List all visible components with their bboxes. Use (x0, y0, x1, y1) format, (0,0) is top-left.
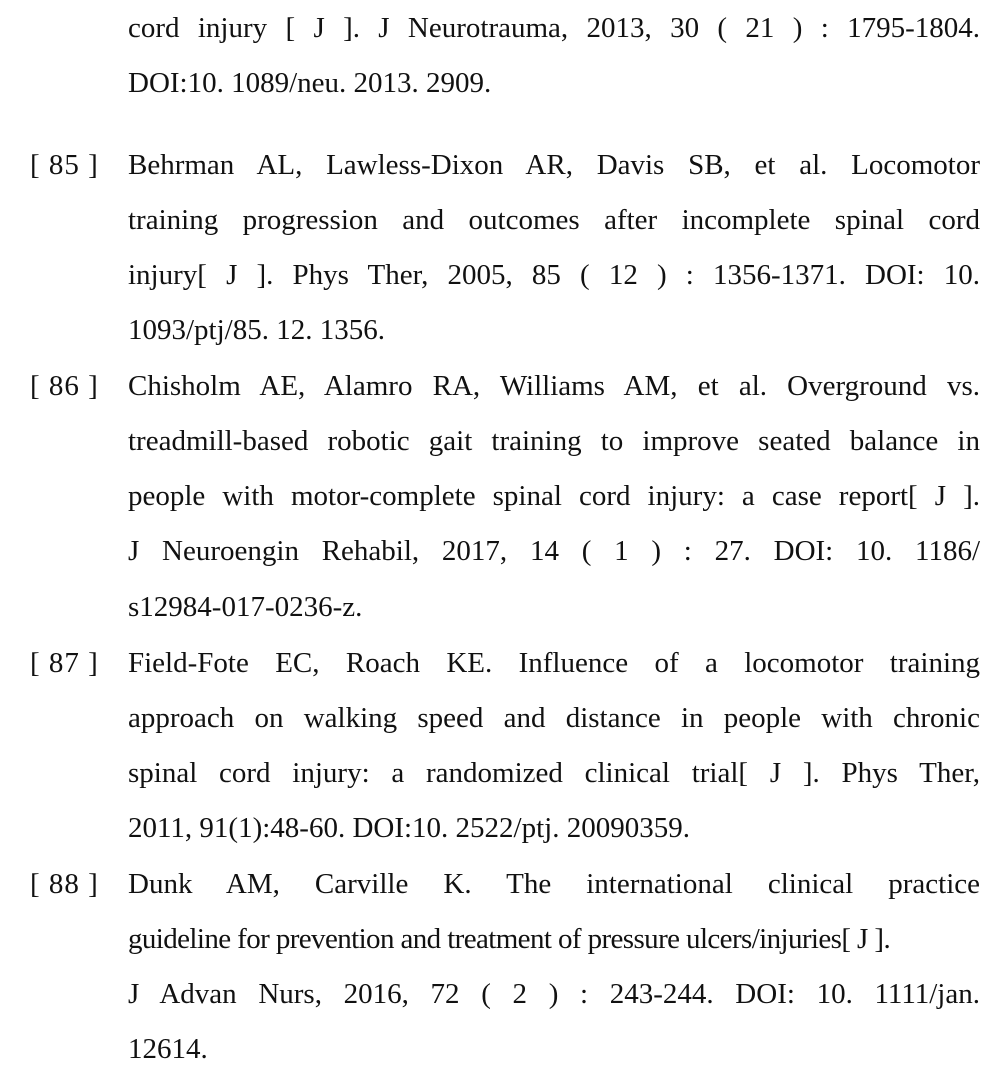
reference-line: Behrman AL, Lawless-Dixon AR, Davis SB, et al. Locomotor (128, 149, 980, 181)
reference-line: J Advan Nurs, 2016, 72 ( 2 ) : 243-244. DOI: 10. 1111/jan. (128, 978, 980, 1010)
reference-number: [ 86 ] (30, 370, 99, 402)
reference-line: approach on walking speed and distance in people with chronic (128, 702, 980, 734)
reference-line: Field-Fote EC, Roach KE. Influence of a locomotor training (128, 647, 980, 679)
reference-line: people with motor-complete spinal cord injury: a case report[ J ]. (128, 480, 980, 512)
reference-line: J Neuroengin Rehabil, 2017, 14 ( 1 ) : 27. DOI: 10. 1186/ (128, 535, 980, 567)
reference-line: 12614. (128, 1033, 208, 1065)
reference-number: [ 87 ] (30, 647, 99, 679)
reference-number: [ 88 ] (30, 868, 99, 900)
reference-line: 1093/ptj/85. 12. 1356. (128, 314, 385, 346)
reference-line: Chisholm AE, Alamro RA, Williams AM, et al. Overground vs. (128, 370, 980, 402)
reference-line: guideline for prevention and treatment of pressure ulcers/injuries[ J ]. (128, 923, 891, 955)
reference-line: training progression and outcomes after incomplete spinal cord (128, 204, 980, 236)
reference-line: Dunk AM, Carville K. The international clinical practice (128, 868, 980, 900)
reference-number: [ 85 ] (30, 149, 99, 181)
reference-line: treadmill-based robotic gait training to improve seated balance in (128, 425, 980, 457)
reference-line: injury[ J ]. Phys Ther, 2005, 85 ( 12 ) : 1356-1371. DOI: 10. (128, 259, 980, 291)
reference-line: cord injury [ J ]. J Neurotrauma, 2013, 30 ( 21 ) : 1795-1804. (128, 12, 980, 44)
reference-line: s12984-017-0236-z. (128, 591, 363, 623)
reference-line: spinal cord injury: a randomized clinical trial[ J ]. Phys Ther, (128, 757, 980, 789)
reference-line: 2011, 91(1):48-60. DOI:10. 2522/ptj. 20090359. (128, 812, 690, 844)
reference-line: DOI:10. 1089/neu. 2013. 2909. (128, 67, 492, 99)
